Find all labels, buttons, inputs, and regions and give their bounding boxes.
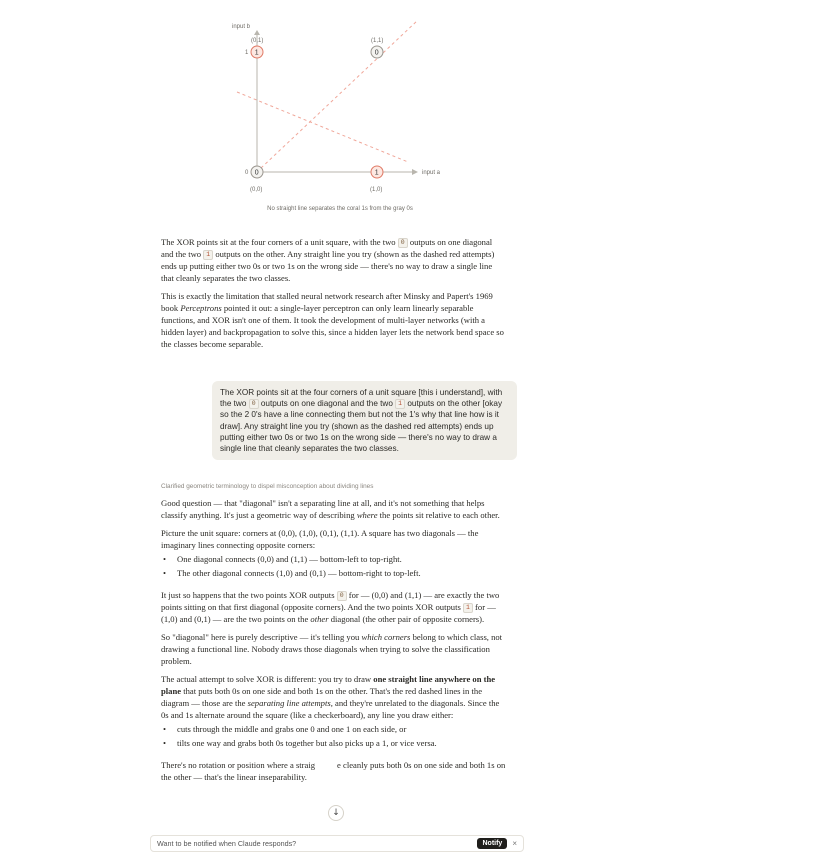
axis-a-label: input a xyxy=(422,170,441,176)
code-chip-zero: 0 xyxy=(398,238,408,248)
separating-attempt-2 xyxy=(237,92,408,162)
text: for — (0,0) and (1,1) — are exactly the two points sitting on that first diagonal (opposite corners). And the two points XOR outputs xyxy=(161,590,500,612)
point-value-0-0: 0 xyxy=(254,169,259,177)
text: It just so happens that the two points XOR outputs xyxy=(161,590,335,600)
assistant-message-1 xyxy=(161,236,506,356)
notify-prompt: Want to be notified when Claude responds? xyxy=(157,839,297,848)
coord-label-1-0: (1,0) xyxy=(370,187,383,193)
y-axis-arrow xyxy=(254,30,260,35)
paragraph xyxy=(161,759,506,783)
emphasis: separating line attempts xyxy=(247,698,331,708)
text: Good question — that "diagonal" isn't a separating line at all, and it's not something that helps classify anything. It's just a geometric way of describing xyxy=(161,498,485,520)
assistant-message-2 xyxy=(161,497,506,789)
arrow-down-icon: ↓ xyxy=(332,808,340,818)
thinking-summary-label[interactable]: Clarified geometric terminology to dispel misconception about dividing lines xyxy=(161,483,374,490)
emphasis: other xyxy=(310,614,329,624)
code-chip-zero: 0 xyxy=(337,591,347,601)
axis-b-label: input b xyxy=(232,24,251,30)
book-title: Perceptrons xyxy=(180,303,222,313)
coord-label-0-0: (0,0) xyxy=(250,187,263,193)
scroll-down-button[interactable] xyxy=(328,805,344,821)
point-value-1-1: 0 xyxy=(374,49,379,57)
diagram-caption: No straight line separates the coral 1s from the gray 0s xyxy=(267,206,413,212)
xor-plot xyxy=(160,0,520,225)
code-chip-one: 1 xyxy=(463,603,473,613)
paragraph xyxy=(161,589,506,625)
text: for — (1,0) and (0,1) — are the two points on the xyxy=(161,602,496,624)
notify-bar xyxy=(150,835,524,852)
text: This is exactly the limitation that stalled neural network research after Minsky and Papert's 1969 book xyxy=(161,291,493,313)
diagonal-list xyxy=(161,553,506,579)
x-axis-arrow xyxy=(412,169,418,175)
axis-tick-a-0: 0 xyxy=(245,170,249,176)
coord-label-1-1: (1,1) xyxy=(371,38,384,44)
text: outputs on the other. Any straight line you try (shown as the dashed red attempts) ends up putting either two 0s or two 1s on the wrong side — there's no way to draw a single line that cleanly separates the two classes. xyxy=(161,249,495,283)
paragraph xyxy=(161,631,506,667)
paragraph: Picture the unit square: corners at (0,0), (1,0), (0,1), (1,1). A square has two diagonals — the imaginary lines connecting opposite corners: xyxy=(161,528,479,550)
text: pointed it out: a single-layer perceptron can only learn linearly separable functions, and XOR isn't one of them. It took the development of multi-layer networks (with a hidden layer) and backpropagation to solve this, since a hidden layer lets the network bend space so the classes become separable. xyxy=(161,303,504,349)
attempt-list xyxy=(161,723,506,749)
strong: one straight line anywhere on the plane xyxy=(161,674,496,696)
text: So "diagonal" here is purely descriptive — it's telling you xyxy=(161,632,360,642)
notify-button[interactable]: Notify xyxy=(477,838,507,849)
text: There's no rotation or position where a straig xyxy=(161,760,316,770)
text: that puts both 0s on one side and both 1s on the other. That's the red dashed lines in the diagram — those are the xyxy=(161,686,483,708)
list-item: • The other diagonal connects (1,0) and (0,1) — bottom-right to top-left. xyxy=(161,567,506,579)
text: diagonal (the other pair of opposite corners). xyxy=(330,614,485,624)
coord-label-0-1: (0,1) xyxy=(251,38,264,44)
point-value-1-0: 1 xyxy=(374,169,379,177)
code-chip-zero: 0 xyxy=(249,399,259,409)
user-message xyxy=(212,381,517,460)
close-icon[interactable]: × xyxy=(512,839,517,848)
paragraph xyxy=(161,673,506,721)
emphasis: which corners xyxy=(361,632,411,642)
text: The actual attempt to solve XOR is different: you try to draw xyxy=(161,674,372,684)
code-chip-one: 1 xyxy=(203,250,213,260)
code-chip-one: 1 xyxy=(395,399,405,409)
paragraph xyxy=(161,236,506,284)
axis-tick-b-1: 1 xyxy=(245,50,249,56)
xor-diagram xyxy=(160,0,520,225)
text: outputs on one diagonal and the two xyxy=(161,237,493,259)
text: e cleanly puts both 0s on one side and both 1s on the other — that's the linear inseparability. xyxy=(161,760,506,782)
paragraph xyxy=(161,290,506,350)
separating-attempt-1 xyxy=(261,20,418,168)
list-item: • cuts through the middle and grabs one 0 and one 1 on each side, or xyxy=(161,723,506,735)
emphasis: where xyxy=(356,510,378,520)
text: outputs on one diagonal and the two xyxy=(260,399,393,409)
text: the points sit relative to each other. xyxy=(379,510,500,520)
paragraph xyxy=(161,497,506,521)
text: belong to which class, not drawing a functional line. Nobody draws those diagonals when trying to solve the classification problem. xyxy=(161,632,503,666)
list-item: • One diagonal connects (0,0) and (1,1) — bottom-left to top-right. xyxy=(161,553,506,565)
text: The XOR points sit at the four corners of a unit square, with the two xyxy=(161,237,396,247)
text: outputs on the other [okay so the 2 0's have a line connecting them but not the 1's why that line how is it draw]. Any straight line you try (shown as the dashed red attempts) ends up putting either two 0s or two 1s on the wrong side — there's no way to draw a single line that cleanly separates the two classes. xyxy=(220,399,503,454)
text: , and they're unrelated to the diagonals. Since the 0s and 1s alternate around the square (like a checkerboard), any line you draw either: xyxy=(161,698,500,720)
point-value-0-1: 1 xyxy=(254,49,259,57)
list-item: • tilts one way and grabs both 0s together but also picks up a 1, or vice versa. xyxy=(161,737,506,749)
text: The XOR points sit at the four corners of a unit square [this i understand], with the two xyxy=(220,388,503,409)
